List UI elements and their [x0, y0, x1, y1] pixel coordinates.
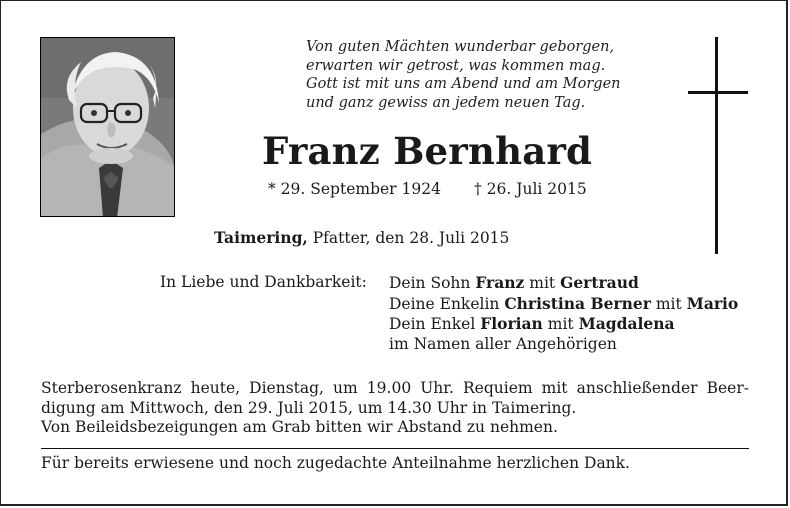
- mourner-line: Deine Enkelin Christina Berner mit Mario: [389, 293, 739, 313]
- death-date: † 26. Juli 2015: [474, 180, 587, 198]
- place-rest: Pfatter, den 28. Juli 2015: [307, 229, 510, 247]
- birth-date: * 29. September 1924: [268, 180, 441, 198]
- notes-line: Sterberosenkranz heute, Dienstag, um 19.00 Uhr. Requiem mit anschließender Beer-: [41, 379, 749, 397]
- divider-rule: [41, 448, 749, 449]
- place-town: Taimering,: [214, 228, 308, 247]
- service-notes: [41, 379, 749, 438]
- mourners-closing: im Namen aller Angehörigen: [389, 334, 617, 353]
- notes-line: digung am Mittwoch, den 29. Juli 2015, um 14.30 Uhr in Taimering.: [41, 398, 577, 417]
- mourner-line: Dein Enkel Florian mit Magdalena: [389, 314, 675, 333]
- thanks-note: Für bereits erwiesene und noch zugedachte Anteilnahme herzlichen Dank.: [41, 454, 630, 472]
- mourners-list: [389, 273, 738, 354]
- poem-verse: [306, 38, 666, 112]
- mourner-line: Dein Sohn Franz mit Gertraud: [389, 273, 639, 292]
- mourners-label: In Liebe und Dankbarkeit:: [160, 273, 367, 291]
- notes-line: Von Beileidsbezeigungen am Grab bitten wir Abstand zu nehmen.: [41, 418, 558, 436]
- portrait-photo: [40, 37, 175, 217]
- poem-line: Gott ist mit uns am Abend und am Morgen: [306, 76, 621, 92]
- poem-line: Von guten Mächten wunderbar geborgen,: [306, 39, 615, 55]
- cross-icon: [688, 37, 748, 255]
- poem-line: erwarten wir getrost, was kommen mag.: [306, 57, 606, 74]
- poem-line: und ganz gewiss an jedem neuen Tag.: [306, 94, 586, 111]
- deceased-name: Franz Bernhard: [262, 129, 593, 173]
- place-and-date: [214, 228, 509, 247]
